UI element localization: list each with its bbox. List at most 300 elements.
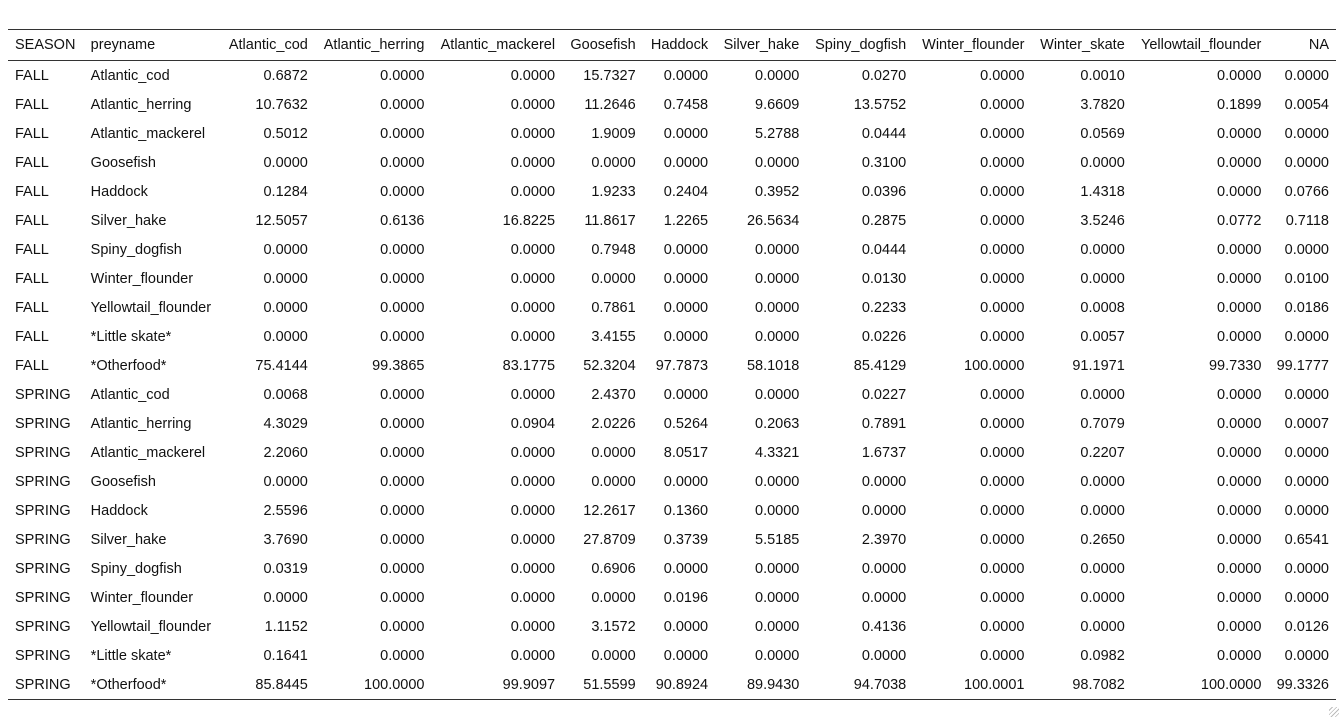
value-cell: 0.0000 <box>263 270 308 287</box>
table-row <box>8 235 1336 264</box>
value-cell: 0.0444 <box>861 125 907 142</box>
value-cell: 0.0000 <box>510 473 556 490</box>
value-cell: 2.2060 <box>263 444 308 461</box>
value-cell: 0.0000 <box>1217 415 1262 432</box>
value-cell: 0.0000 <box>980 618 1025 635</box>
table-row <box>8 612 1336 641</box>
value-cell: 0.1284 <box>263 183 308 200</box>
value-cell: 0.0126 <box>1284 618 1329 635</box>
value-cell: 0.0000 <box>1284 473 1329 490</box>
value-cell: 0.0000 <box>1217 502 1262 519</box>
value-cell: 0.1360 <box>663 502 709 519</box>
value-cell: 16.8225 <box>502 212 556 229</box>
value-cell: 1.4318 <box>1080 183 1125 200</box>
value-cell: 0.0000 <box>861 589 907 606</box>
column-header-atlantic-herring: Atlantic_herring <box>323 37 425 53</box>
value-cell: 0.0000 <box>755 560 800 577</box>
value-cell: 89.9430 <box>746 676 800 693</box>
value-cell: 0.0000 <box>380 328 425 345</box>
value-cell: 0.0000 <box>1284 560 1329 577</box>
value-cell: 0.0227 <box>861 386 907 403</box>
season-cell: SPRING <box>15 618 71 635</box>
season-cell: SPRING <box>15 589 71 606</box>
preyname-cell: Goosefish <box>90 473 156 490</box>
value-cell: 0.0000 <box>380 473 425 490</box>
value-cell: 0.0000 <box>980 212 1025 229</box>
value-cell: 0.0000 <box>380 444 425 461</box>
value-cell: 99.3326 <box>1276 676 1329 693</box>
value-cell: 0.0196 <box>663 589 709 606</box>
value-cell: 0.0000 <box>1217 618 1262 635</box>
value-cell: 0.0000 <box>1284 386 1329 403</box>
value-cell: 0.0000 <box>510 328 556 345</box>
season-cell: SPRING <box>15 560 71 577</box>
value-cell: 0.7079 <box>1080 415 1125 432</box>
value-cell: 0.3100 <box>861 154 907 171</box>
value-cell: 3.4155 <box>591 328 636 345</box>
value-cell: 0.0000 <box>591 270 636 287</box>
value-cell: 85.8445 <box>255 676 308 693</box>
value-cell: 1.6737 <box>861 444 907 461</box>
table-row <box>8 409 1336 438</box>
value-cell: 0.0000 <box>510 96 556 113</box>
value-cell: 1.9233 <box>591 183 636 200</box>
value-cell: 0.0007 <box>1284 415 1329 432</box>
value-cell: 0.0000 <box>861 502 907 519</box>
value-cell: 0.0000 <box>380 647 425 664</box>
preyname-cell: Goosefish <box>90 154 156 171</box>
value-cell: 0.0000 <box>755 328 800 345</box>
column-header-yellowtail-flounder: Yellowtail_flounder <box>1141 37 1262 53</box>
value-cell: 91.1971 <box>1072 357 1125 374</box>
preyname-cell: Atlantic_cod <box>90 386 170 403</box>
value-cell: 0.0000 <box>1217 473 1262 490</box>
value-cell: 0.0000 <box>755 386 800 403</box>
value-cell: 0.0000 <box>755 67 800 84</box>
value-cell: 0.0008 <box>1080 299 1125 316</box>
value-cell: 0.0000 <box>980 96 1025 113</box>
value-cell: 0.0000 <box>510 67 556 84</box>
value-cell: 100.0001 <box>964 676 1025 693</box>
season-cell: FALL <box>15 154 49 171</box>
value-cell: 0.0068 <box>263 386 308 403</box>
value-cell: 0.0000 <box>380 618 425 635</box>
value-cell: 58.1018 <box>746 357 800 374</box>
value-cell: 8.0517 <box>663 444 709 461</box>
value-cell: 10.7632 <box>255 96 308 113</box>
value-cell: 83.1775 <box>502 357 556 374</box>
value-cell: 0.5012 <box>263 125 308 142</box>
value-cell: 0.0000 <box>1217 125 1262 142</box>
value-cell: 0.0000 <box>1217 67 1262 84</box>
table-row <box>8 264 1336 293</box>
value-cell: 0.0270 <box>861 67 907 84</box>
column-header-winter-skate: Winter_skate <box>1040 37 1125 53</box>
value-cell: 0.0000 <box>1080 618 1125 635</box>
value-cell: 97.7873 <box>655 357 709 374</box>
value-cell: 2.3970 <box>861 531 907 548</box>
season-cell: SPRING <box>15 473 71 490</box>
value-cell: 0.0000 <box>663 125 709 142</box>
value-cell: 0.0000 <box>1080 589 1125 606</box>
value-cell: 0.0010 <box>1080 67 1125 84</box>
value-cell: 0.0000 <box>980 125 1025 142</box>
value-cell: 0.0000 <box>755 154 800 171</box>
value-cell: 0.0000 <box>980 415 1025 432</box>
value-cell: 0.0982 <box>1080 647 1125 664</box>
value-cell: 0.0000 <box>755 502 800 519</box>
value-cell: 0.0000 <box>510 444 556 461</box>
value-cell: 27.8709 <box>583 531 636 548</box>
value-cell: 0.0000 <box>1217 531 1262 548</box>
value-cell: 15.7327 <box>583 67 636 84</box>
value-cell: 0.0000 <box>380 415 425 432</box>
season-cell: SPRING <box>15 502 71 519</box>
value-cell: 0.0000 <box>1284 154 1329 171</box>
value-cell: 0.5264 <box>663 415 709 432</box>
value-cell: 0.0000 <box>1217 444 1262 461</box>
table-row <box>8 554 1336 583</box>
preyname-cell: Spiny_dogfish <box>90 241 182 258</box>
table-row <box>8 177 1336 206</box>
value-cell: 0.0000 <box>263 154 308 171</box>
value-cell: 1.1152 <box>264 618 308 635</box>
value-cell: 0.0000 <box>510 531 556 548</box>
value-cell: 0.0000 <box>755 270 800 287</box>
value-cell: 0.0000 <box>1284 444 1329 461</box>
season-cell: FALL <box>15 212 49 229</box>
value-cell: 0.0000 <box>980 473 1025 490</box>
header-row <box>8 30 1336 61</box>
value-cell: 0.0000 <box>591 589 636 606</box>
value-cell: 0.0000 <box>1080 502 1125 519</box>
value-cell: 12.5057 <box>255 212 308 229</box>
column-header-silver-hake: Silver_hake <box>723 37 800 53</box>
value-cell: 0.0000 <box>591 647 636 664</box>
value-cell: 90.8924 <box>655 676 709 693</box>
value-cell: 0.7458 <box>663 96 709 113</box>
value-cell: 99.7330 <box>1208 357 1262 374</box>
table-row <box>8 61 1336 91</box>
season-cell: FALL <box>15 183 49 200</box>
value-cell: 2.5596 <box>263 502 308 519</box>
value-cell: 0.0000 <box>663 241 709 258</box>
preyname-cell: Atlantic_herring <box>90 415 192 432</box>
table-row <box>8 467 1336 496</box>
value-cell: 0.0000 <box>510 589 556 606</box>
preyname-cell: *Otherfood* <box>90 676 167 693</box>
preyname-cell: Atlantic_cod <box>90 67 170 84</box>
value-cell: 0.0226 <box>861 328 907 345</box>
value-cell: 0.0000 <box>663 67 709 84</box>
value-cell: 0.0000 <box>263 473 308 490</box>
value-cell: 0.0000 <box>591 444 636 461</box>
season-cell: FALL <box>15 328 49 345</box>
value-cell: 0.0000 <box>380 589 425 606</box>
value-cell: 2.0226 <box>591 415 636 432</box>
value-cell: 0.2404 <box>663 183 709 200</box>
value-cell: 26.5634 <box>746 212 800 229</box>
value-cell: 0.2207 <box>1080 444 1125 461</box>
value-cell: 0.4136 <box>861 618 907 635</box>
value-cell: 0.0000 <box>380 560 425 577</box>
value-cell: 0.0000 <box>663 270 709 287</box>
value-cell: 0.0000 <box>1080 386 1125 403</box>
table-row <box>8 641 1336 670</box>
value-cell: 3.5246 <box>1080 212 1125 229</box>
value-cell: 0.0000 <box>1080 154 1125 171</box>
value-cell: 0.0000 <box>980 531 1025 548</box>
value-cell: 0.0000 <box>1080 473 1125 490</box>
value-cell: 0.6541 <box>1284 531 1329 548</box>
value-cell: 0.0772 <box>1217 212 1262 229</box>
value-cell: 0.0000 <box>380 154 425 171</box>
value-cell: 0.0000 <box>1217 589 1262 606</box>
value-cell: 11.8617 <box>584 212 636 229</box>
value-cell: 0.0000 <box>380 270 425 287</box>
value-cell: 100.0000 <box>364 676 425 693</box>
value-cell: 0.0000 <box>591 473 636 490</box>
value-cell: 0.0444 <box>861 241 907 258</box>
preyname-cell: Winter_flounder <box>90 589 194 606</box>
preyname-cell: Winter_flounder <box>90 270 194 287</box>
preyname-cell: *Otherfood* <box>90 357 167 374</box>
value-cell: 0.0000 <box>980 241 1025 258</box>
value-cell: 0.0000 <box>510 299 556 316</box>
value-cell: 0.0000 <box>380 96 425 113</box>
value-cell: 0.0000 <box>1217 560 1262 577</box>
preyname-cell: Haddock <box>90 183 148 200</box>
table-row <box>8 322 1336 351</box>
value-cell: 0.0000 <box>980 589 1025 606</box>
value-cell: 0.0000 <box>1080 270 1125 287</box>
value-cell: 0.2233 <box>861 299 907 316</box>
value-cell: 0.0000 <box>380 502 425 519</box>
value-cell: 0.0000 <box>663 299 709 316</box>
column-header-goosefish: Goosefish <box>570 37 636 53</box>
value-cell: 0.7861 <box>591 299 636 316</box>
season-cell: SPRING <box>15 676 71 693</box>
value-cell: 0.0000 <box>510 270 556 287</box>
value-cell: 0.0000 <box>663 386 709 403</box>
value-cell: 0.0000 <box>1284 241 1329 258</box>
table-row <box>8 90 1336 119</box>
value-cell: 0.0319 <box>263 560 308 577</box>
value-cell: 0.0054 <box>1284 96 1329 113</box>
column-header-atlantic-cod: Atlantic_cod <box>228 37 308 53</box>
value-cell: 0.0000 <box>1284 67 1329 84</box>
season-cell: FALL <box>15 357 49 374</box>
value-cell: 0.0000 <box>980 386 1025 403</box>
value-cell: 98.7082 <box>1072 676 1125 693</box>
season-cell: SPRING <box>15 386 71 403</box>
value-cell: 0.0000 <box>663 560 709 577</box>
diet-composition-table <box>8 29 1336 700</box>
value-cell: 0.7948 <box>591 241 636 258</box>
value-cell: 1.9009 <box>591 125 636 142</box>
preyname-cell: Atlantic_mackerel <box>90 125 206 142</box>
column-header-preyname: preyname <box>90 37 156 53</box>
value-cell: 4.3029 <box>263 415 308 432</box>
value-cell: 0.0000 <box>755 241 800 258</box>
season-cell: SPRING <box>15 415 71 432</box>
value-cell: 0.0057 <box>1080 328 1125 345</box>
value-cell: 0.0000 <box>510 502 556 519</box>
value-cell: 0.0000 <box>1080 560 1125 577</box>
value-cell: 0.0000 <box>380 125 425 142</box>
resize-grip-icon[interactable] <box>1329 707 1339 717</box>
value-cell: 2.4370 <box>591 386 636 403</box>
preyname-cell: Silver_hake <box>90 531 167 548</box>
column-header-na: NA <box>1308 37 1329 53</box>
value-cell: 4.3321 <box>755 444 800 461</box>
value-cell: 0.0569 <box>1080 125 1125 142</box>
value-cell: 0.0000 <box>510 386 556 403</box>
value-cell: 0.0000 <box>663 154 709 171</box>
value-cell: 0.7891 <box>861 415 907 432</box>
value-cell: 0.0000 <box>510 154 556 171</box>
value-cell: 0.6906 <box>591 560 636 577</box>
value-cell: 0.0000 <box>980 299 1025 316</box>
table-row <box>8 148 1336 177</box>
season-cell: FALL <box>15 96 49 113</box>
value-cell: 94.7038 <box>853 676 907 693</box>
value-cell: 0.0000 <box>755 299 800 316</box>
value-cell: 0.0000 <box>1217 270 1262 287</box>
value-cell: 0.0000 <box>591 154 636 171</box>
table-row <box>8 525 1336 554</box>
table-header <box>8 30 1336 61</box>
table-body <box>8 61 1336 700</box>
value-cell: 11.2646 <box>584 96 636 113</box>
preyname-cell: *Little skate* <box>90 328 172 345</box>
value-cell: 0.0000 <box>980 560 1025 577</box>
value-cell: 0.0000 <box>663 328 709 345</box>
value-cell: 0.0000 <box>380 183 425 200</box>
value-cell: 0.0000 <box>1284 647 1329 664</box>
value-cell: 0.0000 <box>980 444 1025 461</box>
season-cell: FALL <box>15 270 49 287</box>
value-cell: 0.0000 <box>755 647 800 664</box>
value-cell: 0.0000 <box>1284 589 1329 606</box>
value-cell: 0.0000 <box>861 647 907 664</box>
value-cell: 0.2063 <box>755 415 800 432</box>
value-cell: 5.2788 <box>755 125 800 142</box>
column-header-spiny-dogfish: Spiny_dogfish <box>815 37 907 53</box>
season-cell: FALL <box>15 125 49 142</box>
column-header-atlantic-mackerel: Atlantic_mackerel <box>440 37 556 53</box>
preyname-cell: Yellowtail_flounder <box>90 299 212 316</box>
value-cell: 0.0000 <box>1080 241 1125 258</box>
value-cell: 0.0000 <box>755 473 800 490</box>
value-cell: 0.0000 <box>263 589 308 606</box>
value-cell: 0.0000 <box>980 328 1025 345</box>
column-header-winter-flounder: Winter_flounder <box>922 37 1025 53</box>
preyname-cell: Silver_hake <box>90 212 167 229</box>
value-cell: 0.2875 <box>861 212 907 229</box>
value-cell: 5.5185 <box>755 531 800 548</box>
value-cell: 0.7118 <box>1285 212 1329 229</box>
value-cell: 0.0000 <box>380 299 425 316</box>
value-cell: 51.5599 <box>583 676 636 693</box>
value-cell: 0.0000 <box>1217 647 1262 664</box>
value-cell: 99.1777 <box>1276 357 1329 374</box>
value-cell: 0.0000 <box>380 241 425 258</box>
value-cell: 9.6609 <box>755 96 800 113</box>
value-cell: 0.0000 <box>1217 328 1262 345</box>
season-cell: FALL <box>15 241 49 258</box>
value-cell: 0.0186 <box>1284 299 1329 316</box>
value-cell: 0.0000 <box>380 386 425 403</box>
preyname-cell: *Little skate* <box>90 647 172 664</box>
table-row <box>8 496 1336 525</box>
table-row <box>8 438 1336 467</box>
value-cell: 0.0000 <box>510 647 556 664</box>
value-cell: 0.3739 <box>663 531 709 548</box>
value-cell: 12.2617 <box>583 502 636 519</box>
value-cell: 0.0000 <box>510 241 556 258</box>
value-cell: 0.0000 <box>663 618 709 635</box>
value-cell: 0.0904 <box>510 415 556 432</box>
value-cell: 0.0000 <box>663 473 709 490</box>
value-cell: 0.3952 <box>755 183 800 200</box>
value-cell: 0.0000 <box>861 473 907 490</box>
value-cell: 0.0000 <box>263 328 308 345</box>
table-row <box>8 206 1336 235</box>
value-cell: 75.4144 <box>255 357 308 374</box>
value-cell: 3.7690 <box>263 531 308 548</box>
value-cell: 13.5752 <box>853 96 907 113</box>
season-cell: FALL <box>15 67 49 84</box>
value-cell: 0.0000 <box>263 299 308 316</box>
value-cell: 0.0000 <box>510 618 556 635</box>
value-cell: 0.0766 <box>1284 183 1329 200</box>
value-cell: 0.0000 <box>1284 125 1329 142</box>
value-cell: 0.1641 <box>263 647 308 664</box>
preyname-cell: Spiny_dogfish <box>90 560 182 577</box>
value-cell: 52.3204 <box>583 357 636 374</box>
value-cell: 100.0000 <box>1200 676 1262 693</box>
value-cell: 0.0000 <box>510 125 556 142</box>
table-row <box>8 583 1336 612</box>
value-cell: 99.9097 <box>502 676 556 693</box>
column-header-haddock: Haddock <box>650 37 709 53</box>
table-row <box>8 119 1336 148</box>
value-cell: 0.0000 <box>1284 328 1329 345</box>
value-cell: 0.0130 <box>861 270 907 287</box>
table-row <box>8 351 1336 380</box>
value-cell: 0.0000 <box>980 270 1025 287</box>
table-row <box>8 670 1336 700</box>
preyname-cell: Atlantic_mackerel <box>90 444 206 461</box>
value-cell: 0.0000 <box>1217 183 1262 200</box>
preyname-cell: Haddock <box>90 502 148 519</box>
value-cell: 0.1899 <box>1217 96 1262 113</box>
value-cell: 0.0000 <box>1217 241 1262 258</box>
value-cell: 0.0000 <box>510 560 556 577</box>
season-cell: SPRING <box>15 444 71 461</box>
diet-table-container <box>8 29 1336 700</box>
value-cell: 0.0000 <box>1217 154 1262 171</box>
season-cell: SPRING <box>15 647 71 664</box>
value-cell: 0.0000 <box>380 67 425 84</box>
season-cell: SPRING <box>15 531 71 548</box>
table-row <box>8 380 1336 409</box>
season-cell: FALL <box>15 299 49 316</box>
value-cell: 0.6136 <box>380 212 425 229</box>
value-cell: 0.0000 <box>380 531 425 548</box>
value-cell: 0.0000 <box>510 183 556 200</box>
